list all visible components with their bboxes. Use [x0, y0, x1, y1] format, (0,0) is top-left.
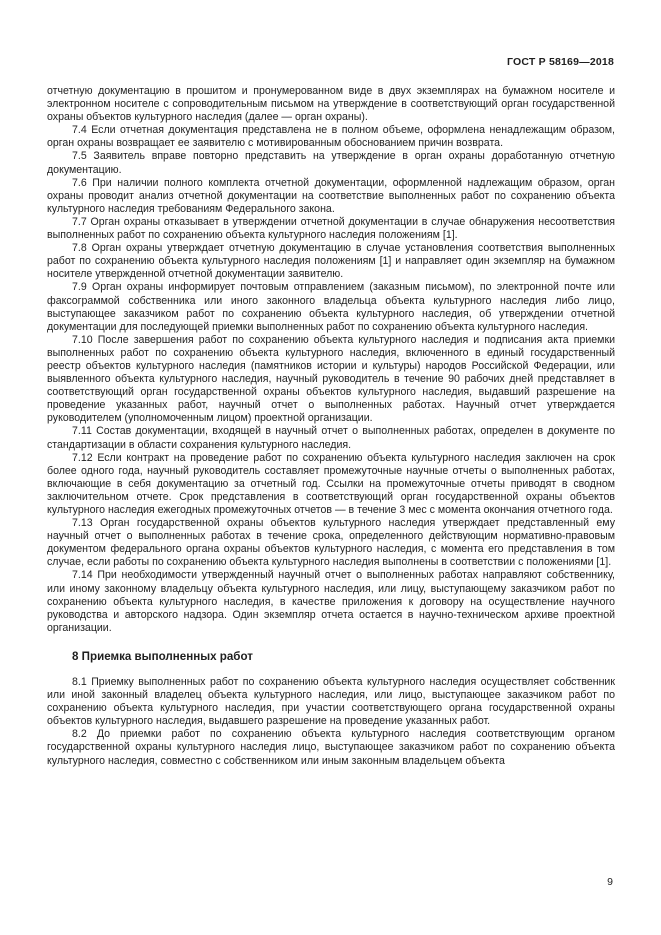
paragraph: отчетную документацию в прошитом и пронумерованном виде в двух экземплярах на бумажном носителе и электронном носителе с сопроводительным письмом на утверждение в соответствующий орган государственной охраны объектов культурного наследия (далее — орган охраны). [47, 85, 615, 124]
paragraph: 7.13 Орган государственной охраны объектов культурного наследия утверждает представленный ему научный отчет о выполненных работах в течение срока, определенного действующим нормативно-правовым документом федерального органа охраны объектов культурного наследия, с момента его представления в том случае, если работы по сохранению объекта культурного наследия выполнены в соответствии с положениями [1]. [47, 517, 615, 569]
running-header: ГОСТ Р 58169—2018 [506, 56, 614, 68]
paragraph: 7.6 При наличии полного комплекта отчетной документации, оформленной надлежащим образом, орган охраны проводит анализ отчетной документации на соответствие выполненных работ по сохранению объекта культурного наследия требованиям Федерального закона. [47, 176, 615, 215]
paragraph: 7.4 Если отчетная документация представлена не в полном объеме, оформлена ненадлежащим образом, орган охраны возвращает ее заявителю с мотивированным обоснованием причин возврата. [47, 124, 615, 150]
document-body [47, 85, 615, 768]
section-heading: 8 Приемка выполненных работ [72, 649, 253, 663]
paragraph: 7.7 Орган охраны отказывает в утверждении отчетной документации в случае обнаружения несоответствия выполненных работ по сохранению объекта культурного наследия положениям [1]. [47, 215, 615, 242]
paragraph: 7.8 Орган охраны утверждает отчетную документацию в случае установления соответствия выполненных работ по сохранению объекта культурного наследия положениям [1] и направляет один экземпляр на бумажном носителе утвержденной отчетной документации заявителю. [47, 242, 615, 281]
paragraph: 7.5 Заявитель вправе повторно представить на утверждение в орган охраны доработанную отчетную документацию. [47, 150, 615, 176]
paragraph: 7.11 Состав документации, входящей в научный отчет о выполненных работах, определен в документе по стандартизации в области сохранения культурного наследия. [47, 425, 615, 451]
paragraph: 8.2 До приемки работ по сохранению объекта культурного наследия соответствующим органом государственной охраны культурного наследия лицо, выступающее заказчиком работ по сохранению объекта культурного наследия, совместно с собственником или иным законным владельцем объекта [47, 728, 615, 767]
paragraph: 7.10 После завершения работ по сохранению объекта культурного наследия и подписания акта приемки выполненных работ по сохранению объекта культурного наследия, включенного в единый государственный реестр объектов культурного наследия (памятников истории и культуры) народов Российской Федерации, или выявленного объекта культурного наследия, научный руководитель в течение 90 рабочих дней представляет в соответствующий орган государственной охраны объектов культурного наследия, выдавший разрешение на проведение указанных работ, научный отчет о выполненных работах. Научный отчет утверждается руководителем (уполномоченным лицом) проектной организации. [47, 333, 615, 425]
paragraph: 7.9 Орган охраны информирует почтовым отправлением (заказным письмом), по электронной почте или факсограммой собственника или иного законного владельца объекта культурного наследия либо лицо, выступающее заказчиком работ по сохранению объекта культурного наследия, об утверждении отчетной документации для последующей приемки выполненных работ по сохранению объекта культурного наследия. [47, 281, 615, 333]
page-number: 9 [607, 876, 613, 888]
paragraph: 7.14 При необходимости утвержденный научный отчет о выполненных работах направляют собственнику, или иному законному владельцу объекта культурного наследия, или лицу, выступающему заказчиком работ по сохранению объекта культурного наследия, в качестве приложения к договору на осуществление научного руководства и авторского надзора. Один экземпляр отчета остается в научно-техническом архиве проектной организации. [47, 569, 615, 634]
paragraph: 8.1 Приемку выполненных работ по сохранению объекта культурного наследия осуществляет собственник или иной законный владелец объекта культурного наследия, или лицо, выступающее заказчиком работ по сохранению объекта культурного наследия, при участии соответствующего органа государственной охраны объектов культурного наследия, выдавшего разрешение на проведение указанных работ. [47, 675, 615, 728]
paragraph: 7.12 Если контракт на проведение работ по сохранению объекта культурного наследия заключен на срок более одного года, научный руководитель составляет промежуточные научные отчеты о выполненных работах, включающие в себя документацию за отчетный год. Ссылки на промежуточные отчеты приводят в сводном заключительном отчете. Срок представления в соответствующий орган государственной охраны объектов культурного наследия ежегодных промежуточных отчетов — в течение 3 мес с момента окончания отчетного года. [47, 451, 615, 516]
